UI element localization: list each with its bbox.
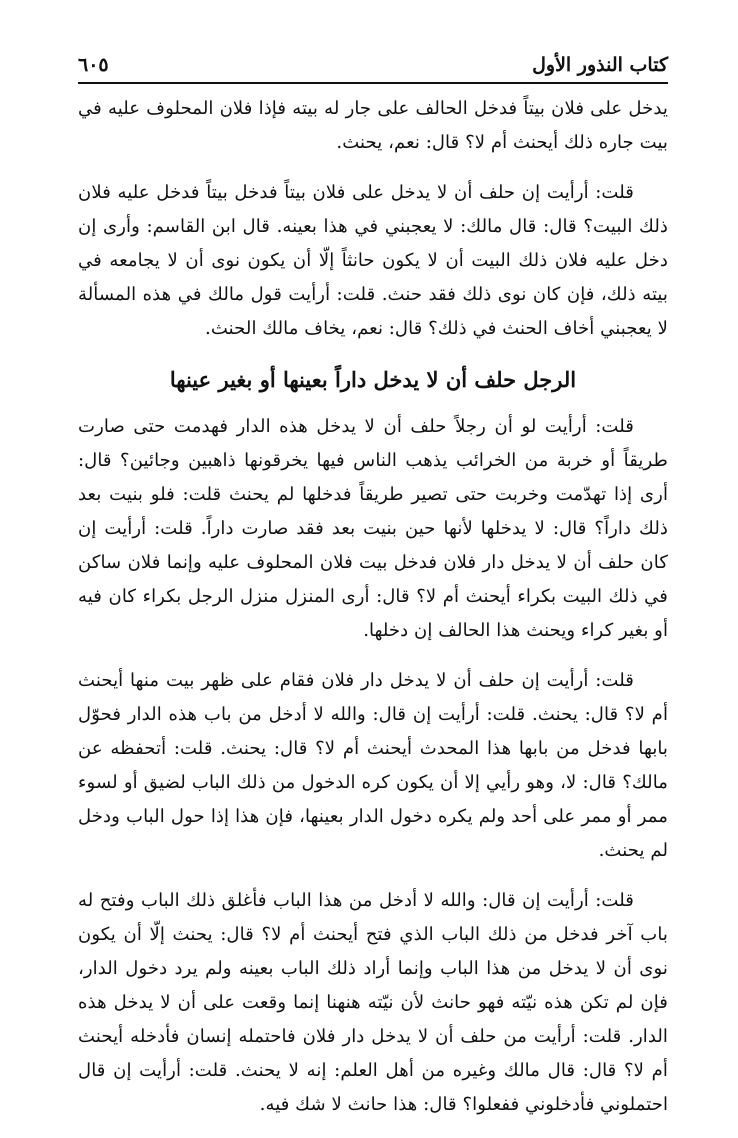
paragraph-1: يدخل على فلان بيتاً فدخل الحالف على جار له بيته فإذا فلان المحلوف عليه في بيت جاره ذلك أيحنث أم لا؟ قال: نعم، يحنث. xyxy=(78,98,668,153)
page-header xyxy=(78,46,668,84)
chapter-title: كتاب النذور الأول xyxy=(532,54,668,76)
paragraph-4: قلت: أرأيت إن حلف أن لا يدخل دار فلان فقام على ظهر بيت منها أيحنث أم لا؟ قال: يحنث. قلت: أرأيت إن قال: والله لا أدخل من باب هذه الدار فحوّل بابها فدخل من بابها هذا المحدث أيحنث أم لا؟ قال: يحنث. قلت: أتحفظه عن مالك؟ قال: لا، وهو رأيي إلا أن يكون كره الدخول من ذلك الباب لضيق أو لسوء ممر أو ممر على أحد ولم يكره دخول الدار بعينها، فإن هذا إذا حول الباب ودخل لم يحنث. xyxy=(78,670,668,861)
paragraph-2: قلت: أرأيت إن حلف أن لا يدخل على فلان بيتاً فدخل بيتاً فدخل عليه فلان ذلك البيت؟ قال: قال مالك: لا يعجبني في هذا بعينه. قال ابن القاسم: وأرى إن دخل عليه فلان ذلك البيت أن لا يكون حانثاً إلّا أن يكون نوى أن لا يجامعه في بيته ذلك، فإن كان نوى ذلك فقد حنث. قلت: أرأيت قول مالك في هذه المسألة لا يعجبني أخاف الحنث في ذلك؟ قال: نعم، يخاف مالك الحنث. xyxy=(78,182,668,339)
page-body xyxy=(78,92,668,1138)
section-heading: الرجل حلف أن لا يدخل داراً بعينها أو بغير عينها xyxy=(169,367,577,392)
paragraph-3: قلت: أرأيت لو أن رجلاً حلف أن لا يدخل هذه الدار فهدمت حتى صارت طريقاً أو خربة من الخرائب يذهب الناس فيها يخرقونها ذاهبين وجائين؟ قال: أرى إذا تهدّمت وخربت حتى تصير طريقاً فدخلها لم يحنث قلت: فلو بنيت بعد ذلك داراً؟ قال: لا يدخلها لأنها حين بنيت بعد فقد صارت داراً. قلت: أرأيت إن كان حلف أن لا يدخل دار فلان فدخل بيت فلان المحلوف عليه وإنما فلان ساكن في ذلك البيت بكراء أيحنث أم لا؟ قال: أرى المنزل منزل الرجل بكراء كان فيه أو بغير كراء ويحنث هذا الحالف إن دخلها. xyxy=(78,416,668,641)
page-number: ٦٠٥ xyxy=(78,54,109,76)
paragraph-5: قلت: أرأيت إن قال: والله لا أدخل من هذا الباب فأغلق ذلك الباب وفتح له باب آخر فدخل من ذلك الباب الذي فتح أيحنث أم لا؟ قال: يحنث إلّا أن يكون نوى أن لا يدخل من هذا الباب وإنما أراد ذلك الباب بعينه ولم يرد دخول الدار، فإن لم تكن هذه نيّته فهو حانث لأن نيّته هنهنا إنما وقعت على أن لا يدخل هذه الدار. قلت: أرأيت من حلف أن لا يدخل دار فلان فاحتمله إنسان فأدخله أيحنث أم لا؟ قال: قال مالك وغيره من أهل العلم: إنه لا يحنث. قلت: أرأيت إن قال احتملوني فأدخلوني ففعلوا؟ قال: هذا حانث لا شك فيه. xyxy=(78,890,668,1115)
